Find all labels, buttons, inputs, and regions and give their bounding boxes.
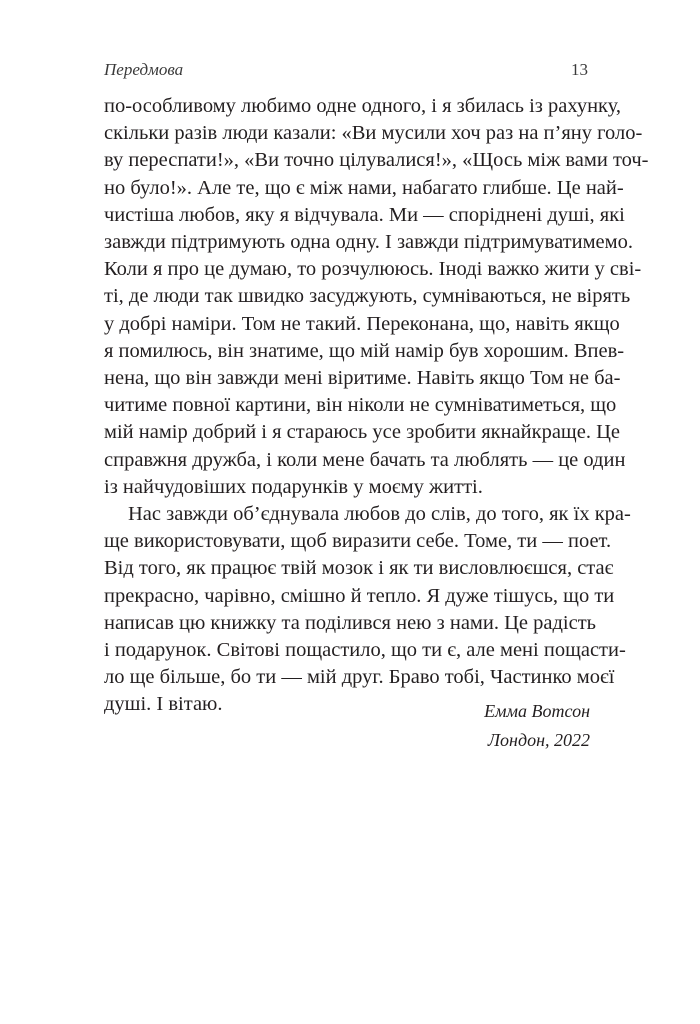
page-number: 13 xyxy=(571,60,588,79)
text-line: прекрасно, чарівно, смішно й тепло. Я дуже тішусь, що ти xyxy=(104,584,615,607)
text-line: я помилюсь, він знатиме, що мій намір був хорошим. Впев- xyxy=(104,339,625,362)
text-line: ще використовувати, щоб виразити себе. Томе, ти — поет. xyxy=(104,530,612,553)
text-line: ті, де люди так швидко засуджують, сумніваються, не вірять xyxy=(104,285,631,308)
text-line: справжня дружба, і коли мене бачать та люблять — це один xyxy=(104,448,626,471)
text-line: мій намір добрий і я стараюсь усе зробити якнайкраще. Це xyxy=(104,421,620,444)
text-line: Від того, як працює твій мозок і як ти висловлюєшся, стає xyxy=(104,557,614,580)
text-line: у добрі наміри. Том не такий. Переконана, що, навіть якщо xyxy=(104,312,620,335)
body-text xyxy=(104,93,649,719)
text-line: по-особливому любимо одне одного, і я збилась із рахунку, xyxy=(104,95,622,117)
text-line: із найчудовіших подарунків у моєму житті. xyxy=(104,475,483,498)
signature-author: Емма Вотсон xyxy=(484,701,590,721)
text-line: написав цю книжку та поділився нею з нами. Це радість xyxy=(104,611,597,634)
signature-place-date: Лондон, 2022 xyxy=(487,730,590,750)
paragraph-2 xyxy=(104,501,631,719)
text-line: Нас завжди об’єднувала любов до слів, до того, як їх кра- xyxy=(128,503,631,526)
text-line: читиме повної картини, він ніколи не сумніватиметься, що xyxy=(104,394,617,417)
text-line: чистіша любов, яку я відчувала. Ми — споріднені душі, які xyxy=(104,203,625,226)
running-head: Передмова xyxy=(104,60,184,79)
text-line: нена, що він завжди мені віритиме. Навіть якщо Том не ба- xyxy=(104,367,621,390)
text-line: душі. І вітаю. xyxy=(104,693,223,716)
text-line: Коли я про це думаю, то розчулююсь. Іноді важко жити у сві- xyxy=(104,258,642,281)
text-line: ву переспати!», «Ви точно цілувалися!», «Щось між вами точ- xyxy=(104,149,649,172)
text-line: скільки разів люди казали: «Ви мусили хоч раз на п’яну голо- xyxy=(104,122,643,145)
text-line: завжди підтримують одна одну. І завжди підтримуватимемо. xyxy=(104,231,633,254)
text-line: і подарунок. Світові пощастило, що ти є, але мені пощасти- xyxy=(104,639,626,662)
signature-block xyxy=(484,697,590,755)
text-line: но було!». Але те, що є між нами, набагато глибше. Це най- xyxy=(104,176,624,199)
paragraph-1 xyxy=(104,93,649,501)
text-line: ло ще більше, бо ти — мій друг. Браво тобі, Частинко моєї xyxy=(104,666,615,689)
